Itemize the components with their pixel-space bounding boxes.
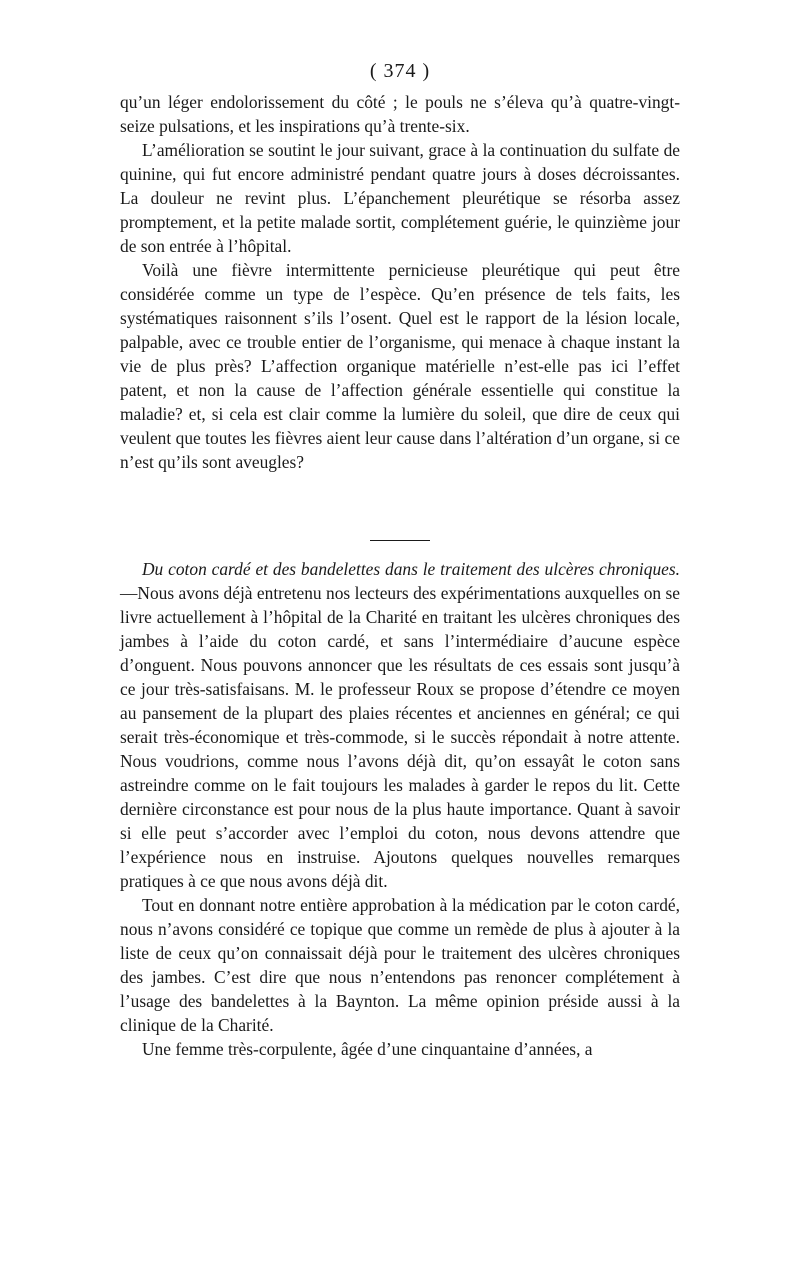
paragraph-approbation: Tout en donnant notre entière approbation à la médication par le coton cardé, nous n’avons considéré ce topique que comme un remède de plus à ajouter à la liste de ceux qu’on connaissait déjà pour le traitement des ulcères chroniques des jambes. C’est dire que nous n’entendons pas renoncer complétement à l’usage des bandelettes à la Baynton. La même opinion préside aussi à la clinique de la Charité. — [120, 895, 680, 1035]
paragraph-continuation: qu’un léger endolorissement du côté ; le pouls ne s’éleva qu’à quatre-vingt-seize pulsations, et les inspirations qu’à trente-six. — [120, 92, 680, 136]
section-first-paragraph-text: —Nous avons déjà entretenu nos lecteurs des expérimentations auxquelles on se livre actuellement à l’hôpital de la Charité en traitant les ulcères chroniques des jambes à l’aide du coton cardé, et sans l’intermédiaire d’aucune espèce d’onguent. Nous pouvons annoncer que les résultats de ces essais sont jusqu’à ce jour très-satisfaisans. M. le professeur Roux se propose d’étendre ce moyen au pansement de la plupart des plaies récentes et anciennes en général; ce qui serait très-économique et très-commode, si le succès répondait à notre attente. Nous voudrions, comme nous l’avons déjà dit, qu’on essayât le coton sans astreindre comme on le fait toujours les malades à garder le repos du lit. Cette dernière circonstance est pour nous de la plus haute importance. Quant à savoir si elle peut s’accorder avec l’emploi du coton, nous devons attendre que l’expérience nous en instruise. Ajoutons quelques nouvelles remarques pratiques à ce que nous avons déjà dit. — [120, 583, 680, 891]
paragraph-case-start: Une femme très-corpulente, âgée d’une cinquantaine d’années, a — [142, 1039, 593, 1059]
section-title: Du coton cardé et des bandelettes dans le traitement des ulcères chroniques. — [142, 559, 680, 579]
case-conclusion-section — [120, 90, 680, 474]
section-divider — [370, 540, 430, 541]
page-number: ( 374 ) — [369, 60, 431, 82]
cotton-treatment-section — [120, 557, 680, 1061]
section-first-paragraph — [120, 557, 680, 893]
paragraph-improvement: L’amélioration se soutint le jour suivant, grace à la continuation du sulfate de quinine, qui fut encore administré pendant quatre jours à doses décroissantes. La douleur ne revint plus. L’épanchement pleurétique se résorba assez promptement, et la petite malade sortit, complétement guérie, le quinzième jour de son entrée à l’hôpital. — [120, 140, 680, 256]
paragraph-commentary: Voilà une fièvre intermittente pernicieuse pleurétique qui peut être considérée comme un type de l’espèce. Qu’en présence de tels faits, les systématiques raisonnent s’ils l’osent. Quel est le rapport de la lésion locale, palpable, avec ce trouble entier de l’organisme, qui menace à chaque instant la vie de plus près? L’affection organique matérielle n’est-elle pas ici l’effet patent, et non la cause de l’affection générale essentielle qui constitue la maladie? et, si cela est clair comme la lumière du soleil, que dire de ceux qui veulent que toutes les fièvres aient leur cause dans l’altération d’un organe, si ce n’est qu’ils sont aveugles? — [120, 260, 680, 472]
